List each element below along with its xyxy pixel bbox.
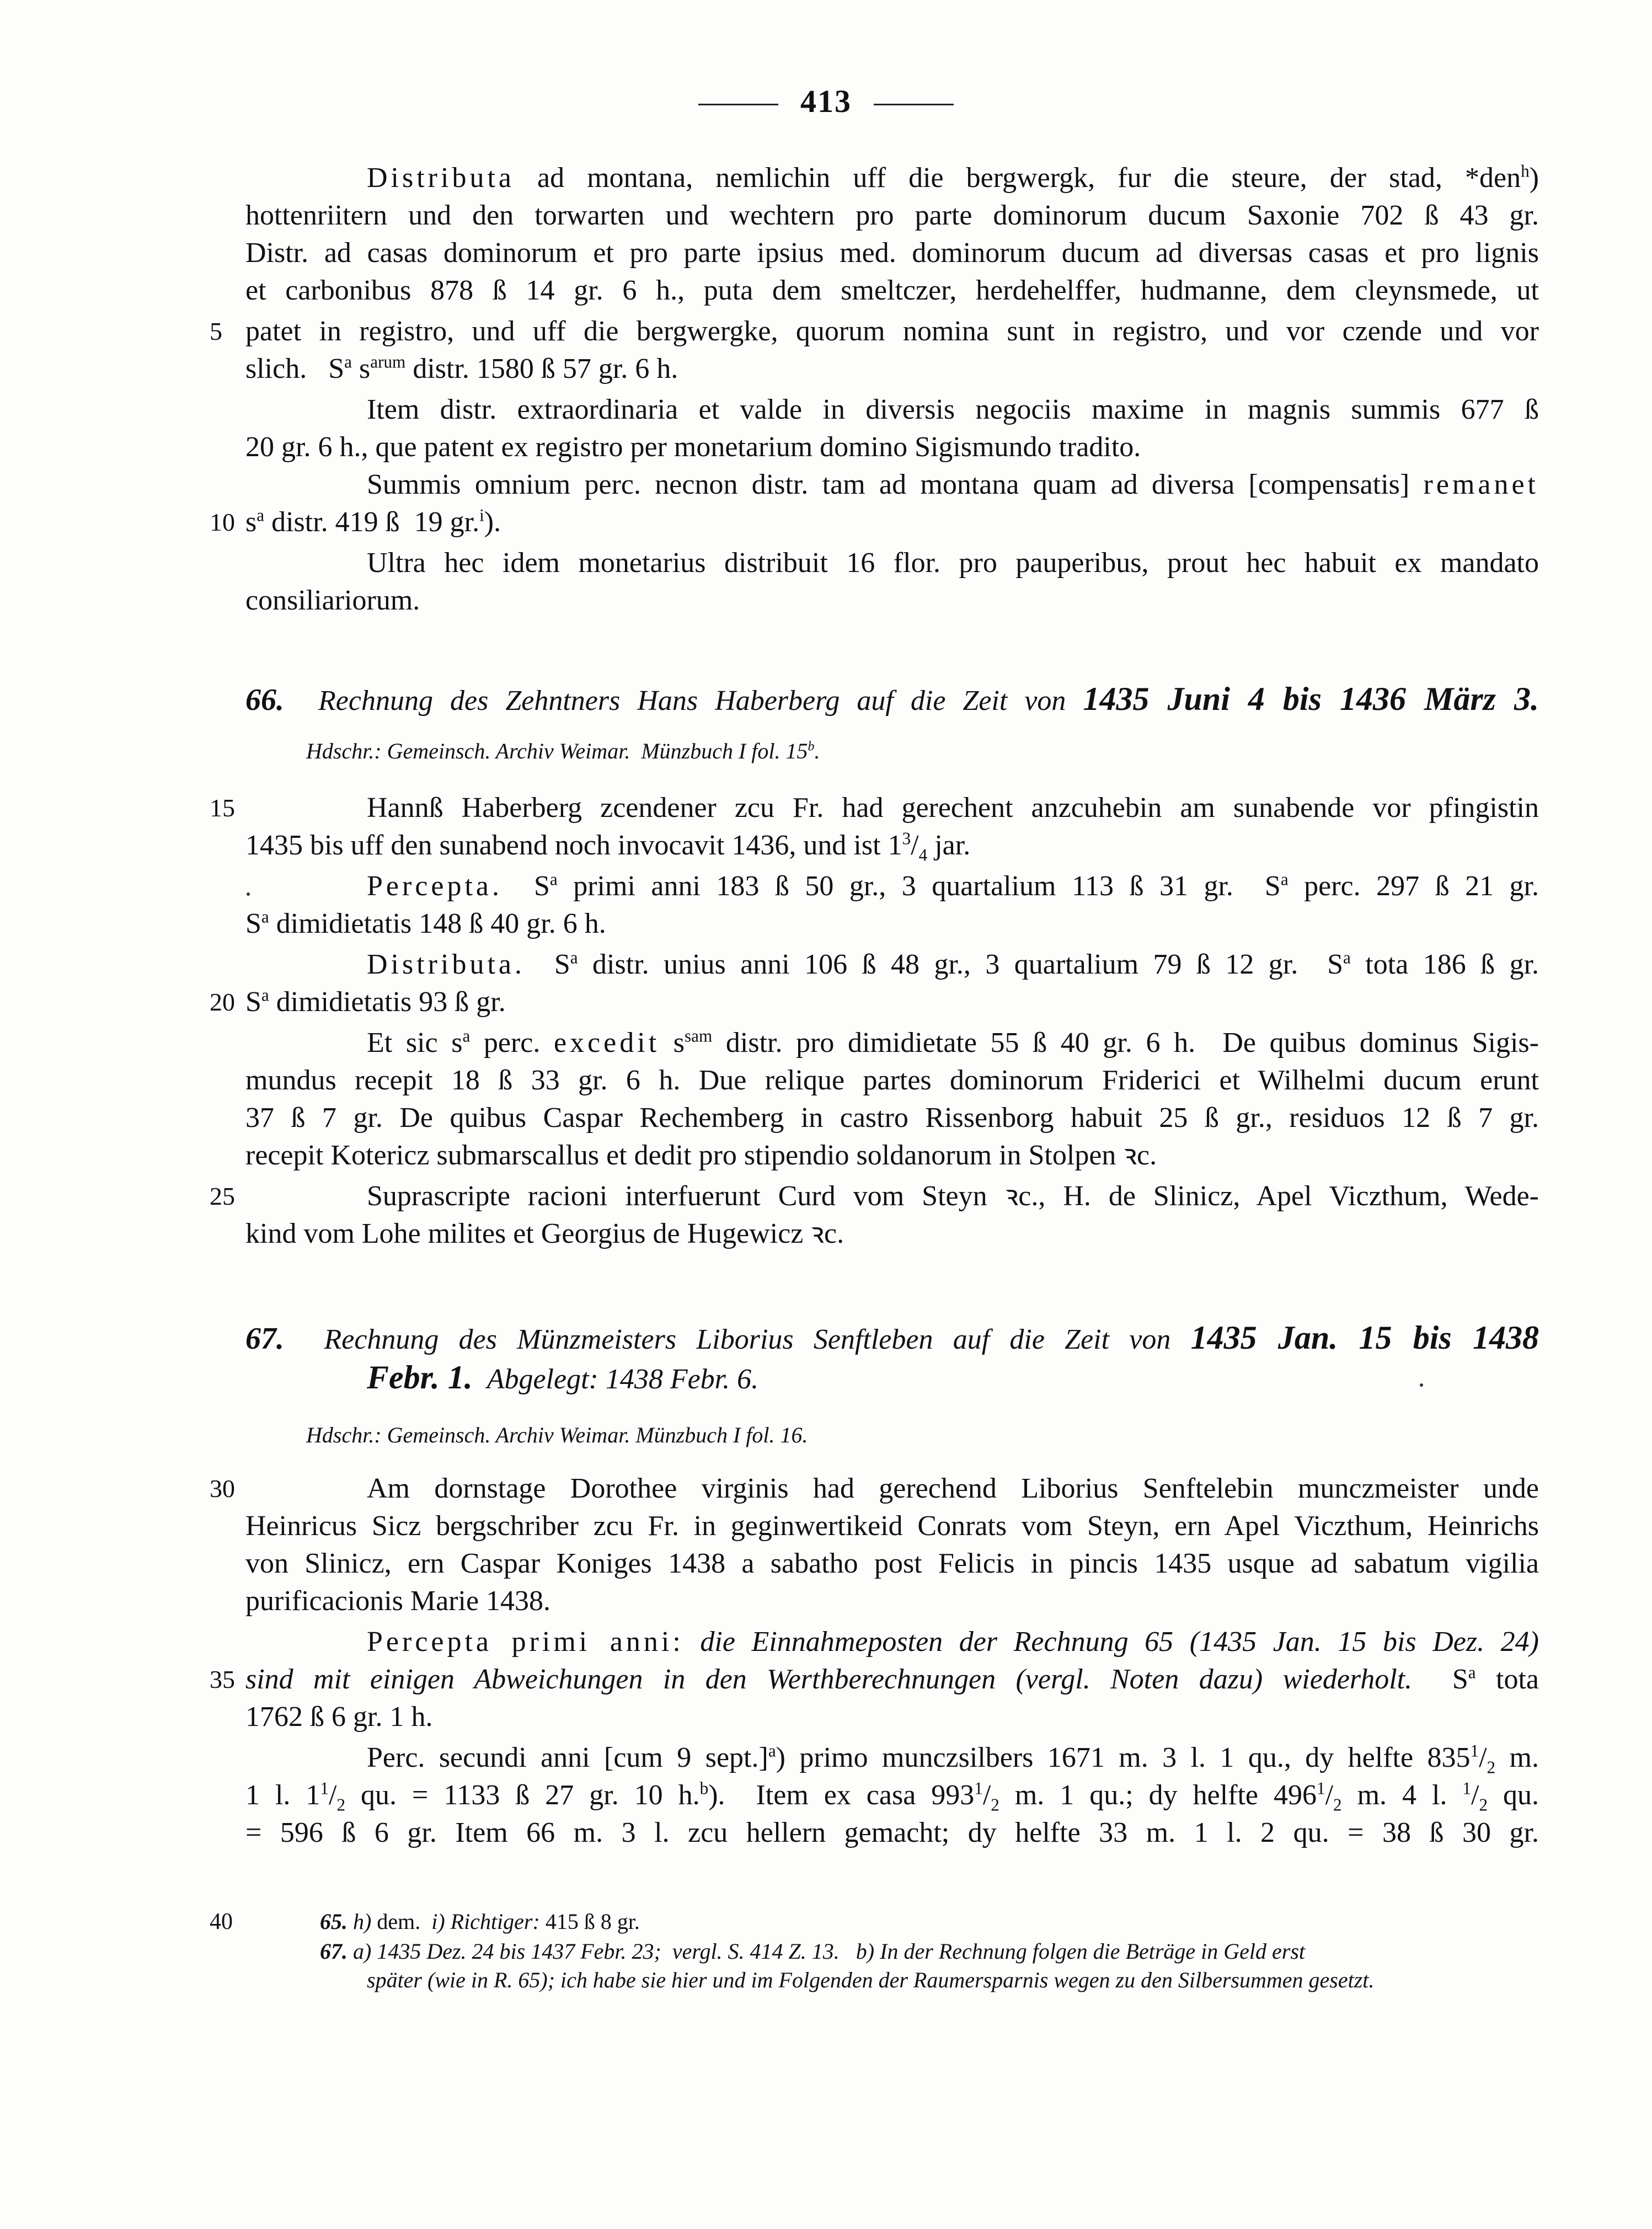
text-line: hottenriitern und den torwarten und wechtern pro parte dominorum ducum Saxonie 702 ß 43 gr. (245, 200, 1539, 231)
text-line: Distributa ad montana, nemlichin uff die bergwergk, fur die steure, der stad, *den$^h$) (367, 161, 1539, 194)
line-number: 10 (210, 508, 235, 536)
text-line: Distributa. $S^a$ distr. unius anni 106 ß 48 gr., 3 quartalium 79 ß 12 gr. $S^a$ tota 186 ß gr. (367, 948, 1539, 980)
text-line: patet in registro, und uff die bergwergke, quorum nomina sunt in registro, und vor czende und vor (245, 316, 1539, 347)
line-number: 25 (210, 1182, 235, 1210)
text-line: Ultra hec idem monetarius distribuit 16 flor. pro pauperibus, prout hec habuit ex mandato (367, 547, 1539, 579)
footnote-67: 67. a) 1435 Dez. 24 bis 1437 Febr. 23; vergl. S. 414 Z. 13. b) In der Rechnung folgen die Beträge in Geld erst (320, 1939, 1306, 1964)
text-line: purificacionis Marie 1438. (245, 1585, 551, 1617)
page-number-rule-left (698, 104, 778, 105)
text-line: Summis omnium perc. necnon distr. tam ad montana quam ad diversa [compensatis] remanet (367, 469, 1539, 500)
text-line: consiliariorum. (245, 585, 420, 616)
text-line: et carbonibus 878 ß 14 gr. 6 h., puta dem smeltczer, herdehelffer, hudmanne, dem cleynsmede, ut (245, 275, 1539, 306)
page-number-rule-right (874, 104, 954, 105)
text-line: Et sic $s^a$ perc. excedit $s^{sam}$ distr. pro dimidietate 55 ß 40 gr. 6 h. De quibus dominus Sigis- (367, 1026, 1539, 1059)
line-number: 35 (210, 1665, 235, 1693)
text-line: $s^a$ distr. 419 ß 19 gr.$^i$). (245, 505, 501, 538)
document-heading-67-cont: Febr. 1. Abgelegt: 1438 Febr. 6. (367, 1359, 759, 1396)
text-line: 1762 ß 6 gr. 1 h. (245, 1701, 433, 1733)
text-line: 20 gr. 6 h., que patent ex registro per monetarium domino Sigismundo tradito. (245, 431, 1141, 463)
text-line: $S^a$ dimidietatis 148 ß 40 gr. 6 h. (245, 907, 606, 939)
source-reference-66: Hdschr.: Gemeinsch. Archiv Weimar. Münzbuch I fol. 15$^b$. (306, 739, 820, 763)
text-line: kind vom Lohe milites et Georgius de Hugewicz ꝛc. (245, 1218, 844, 1249)
text-line: recepit Kotericz submarscallus et dedit pro stipendio soldanorum in Stolpen ꝛc. (245, 1140, 1157, 1171)
text-line: sind mit einigen Abweichungen in den Werthberechnungen (vergl. Noten dazu) wiederholt. $S^a$ tota (245, 1663, 1539, 1695)
text-line: $S^a$ dimidietatis 93 ß gr. (245, 985, 506, 1018)
line-number: 20 (210, 988, 235, 1016)
footnote-65: 65. h) dem. i) Richtiger: 415 ß 8 gr. (320, 1909, 640, 1934)
document-heading-66: 66. Rechnung des Zehntners Hans Haberberg auf die Zeit von 1435 Juni 4 bis 1436 März 3. (245, 681, 1539, 717)
text-line: Percepta primi anni: die Einnahmeposten der Rechnung 65 (1435 Jan. 15 bis Dez. 24) (367, 1626, 1539, 1658)
text-line: 37 ß 7 gr. De quibus Caspar Rechemberg in castro Rissenborg habuit 25 ß gr., residuos 12 ß 7 gr. (245, 1102, 1539, 1134)
text-line: von Slinicz, ern Caspar Koniges 1438 a sabatho post Felicis in pincis 1435 usque ad sabatum vigilia (245, 1548, 1539, 1579)
text-line: Distr. ad casas dominorum et pro parte ipsius med. dominorum ducum ad diversas casas et pro lignis (245, 237, 1539, 269)
text-line: Hannß Haberberg zcendener zcu Fr. had gerechent anzcuhebin am sunabende vor pfingistin (367, 792, 1539, 824)
line-number: 15 (210, 794, 235, 822)
line-number: 5 (210, 317, 222, 345)
text-line: mundus recepit 18 ß 33 gr. 6 h. Due relique partes dominorum Friderici et Wilhelmi ducum erunt (245, 1065, 1539, 1096)
page-number: 413 (0, 83, 1652, 120)
text-line: Am dornstage Dorothee virginis had gerechend Liborius Senftelebin munczmeister unde (367, 1473, 1539, 1504)
ink-dot (1420, 1383, 1423, 1387)
text-line: Perc. secundi anni [cum 9 sept.]$^a$) primo munczsilbers 1671 m. 3 l. 1 qu., dy helfte $835^1/_2$ m. (367, 1741, 1539, 1777)
text-line: = 596 ß 6 gr. Item 66 m. 3 l. zcu hellern gemacht; dy helfte 33 m. 1 l. 2 qu. = 38 ß 30 gr. (245, 1817, 1539, 1848)
ink-dot (247, 892, 250, 896)
text-line: slich. $S^a$ $s^{arum}$ distr. 1580 ß 57 gr. 6 h. (245, 352, 678, 384)
text-line: Item distr. extraordinaria et valde in diversis negociis maxime in magnis summis 677 ß (367, 394, 1539, 425)
text-line: Heinricus Sicz bergschriber zcu Fr. in geginwertikeid Conrats vom Steyn, ern Apel Viczthum, Heinrichs (245, 1510, 1539, 1542)
text-line: 1 l. $1^1/_2$ qu. = 1133 ß 27 gr. 10 h.$^b$). Item ex casa $993^1/_2$ m. 1 qu.; dy helfte $496^1/_2$ m. 4 l. $^1/_2$ qu. (245, 1778, 1539, 1815)
document-heading-67: 67. Rechnung des Münzmeisters Liborius Senftleben auf die Zeit von 1435 Jan. 15 bis 1438 (245, 1319, 1539, 1356)
source-reference-67: Hdschr.: Gemeinsch. Archiv Weimar. Münzbuch I fol. 16. (306, 1423, 808, 1447)
line-number: 30 (210, 1474, 235, 1503)
line-number: 40 (210, 1909, 233, 1934)
text-line: Percepta. $S^a$ primi anni 183 ß 50 gr., 3 quartalium 113 ß 31 gr. $S^a$ perc. 297 ß 21 gr. (367, 869, 1539, 902)
text-line: 1435 bis uff den sunabend noch invocavit 1436, und ist $1^3/_4$ jar. (245, 828, 971, 865)
footnote-67-cont: später (wie in R. 65); ich habe sie hier und im Folgenden der Raumersparnis wegen zu den Silbersummen gesetzt. (367, 1968, 1375, 1992)
text-line: Suprascripte racioni interfuerunt Curd vom Steyn ꝛc., H. de Slinicz, Apel Viczthum, Wede- (367, 1180, 1539, 1212)
